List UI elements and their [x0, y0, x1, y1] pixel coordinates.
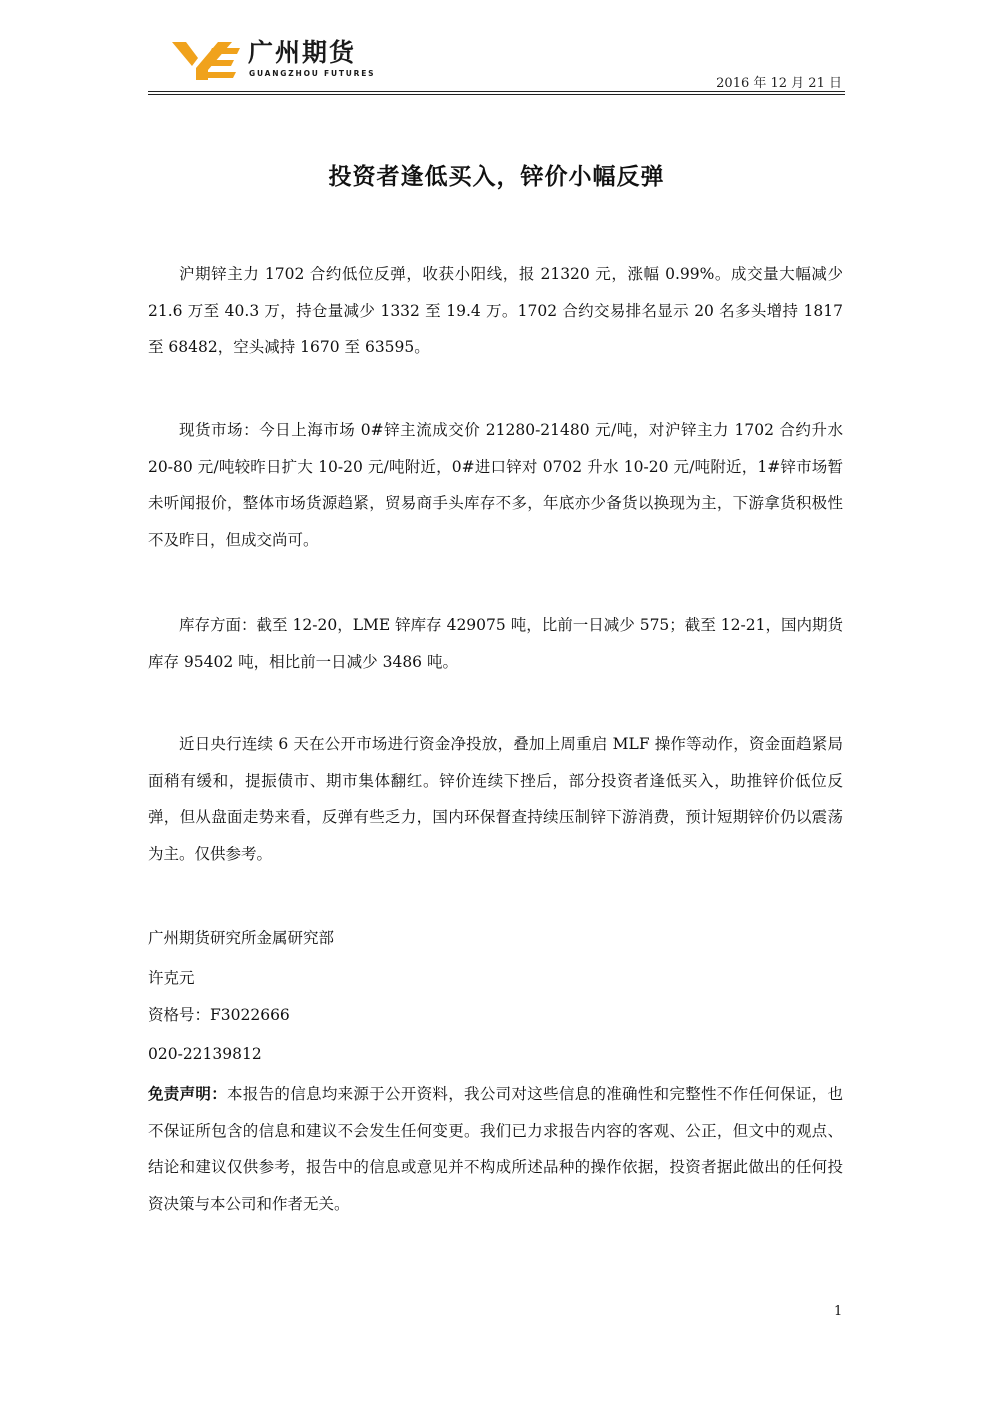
author-department: 广州期货研究所金属研究部	[148, 929, 335, 947]
disclaimer-text: 本报告的信息均来源于公开资料，我公司对这些信息的准确性和完整性不作任何保证，也不保证所包含的信息和建议不会发生任何变更。我们已力求报告内容的客观、公正，但文中的观点、结论和建议仅供参考，报告中的信息或意见并不构成所述品种的操作依据，投资者据此做出的任何投资决策与本公司和作者无关。	[148, 1085, 843, 1213]
paragraph-outlook: 近日央行连续 6 天在公开市场进行资金净投放，叠加上周重启 MLF 操作等动作，资金面趋紧局面稍有缓和，提振债市、期市集体翻红。锌价连续下挫后，部分投资者逢低买入，助推锌价低位反弹，但从盘面走势来看，反弹有些乏力，国内环保督查持续压制锌下游消费，预计短期锌价仍以震荡为主。仅供参考。	[148, 735, 843, 863]
author-name: 许克元	[148, 969, 195, 987]
page-number: 1	[834, 1304, 843, 1319]
company-logo	[172, 38, 376, 84]
report-date: 2016 年 12 月 21 日	[716, 76, 842, 91]
logo-company-name: 广州期货	[248, 38, 357, 67]
paragraph-futures: 沪期锌主力 1702 合约低位反弹，收获小阳线，报 21320 元，涨幅 0.99%。成交量大幅减少 21.6 万至 40.3 万，持仓量减少 1332 至 19.4 万。1702 合约交易排名显示 20 名多头增持 1817 至 68482，空头减持 1670 至 63595。	[148, 265, 843, 356]
disclaimer	[148, 1076, 843, 1222]
report-title: 投资者逢低买入，锌价小幅反弹	[328, 164, 665, 190]
header-divider	[148, 91, 845, 92]
author-phone: 020-22139812	[148, 1045, 262, 1063]
header-divider-thin	[148, 94, 845, 95]
paragraph-inventory: 库存方面：截至 12-20，LME 锌库存 429075 吨，比前一日减少 575；截至 12-21，国内期货库存 95402 吨，相比前一日减少 3486 吨。	[148, 616, 843, 671]
author-qualification: 资格号：F3022666	[148, 1006, 290, 1024]
logo-company-name-en: GUANGZHOU FUTURES	[249, 69, 376, 78]
disclaimer-label: 免责声明：	[148, 1085, 228, 1103]
logo-mark-icon	[172, 40, 240, 80]
paragraph-spot-market: 现货市场：今日上海市场 0#锌主流成交价 21280-21480 元/吨，对沪锌主力 1702 合约升水 20-80 元/吨较昨日扩大 10-20 元/吨附近，0#进口锌对 0702 升水 10-20 元/吨附近，1#锌市场暂未听闻报价，整体市场货源趋紧，贸易商手头库存不多，年底亦少备货以换现为主，下游拿货积极性不及昨日，但成交尚可。	[148, 421, 843, 549]
